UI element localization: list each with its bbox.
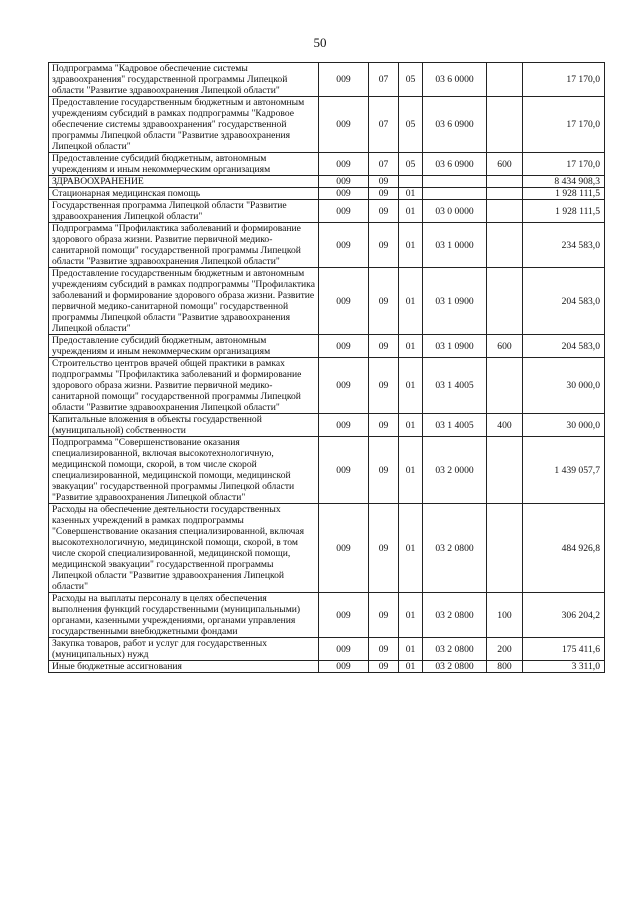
- target-code-cell: 03 2 0800: [423, 504, 487, 593]
- row-name-cell: Закупка товаров, работ и услуг для государственных (муниципальных) нужд: [49, 638, 319, 661]
- amount-cell: 1 928 111,5: [523, 200, 605, 223]
- section-code-cell: 09: [369, 176, 399, 188]
- subsection-code-cell: 05: [399, 97, 423, 153]
- row-name-cell: Предоставление государственным бюджетным и автономным учреждениям субсидий в рамках подпрограммы "Профилактика заболеваний и формирование здорового образа жизни. Развитие первичной медико-санитарной помощи" государственной программы Липецкой области "Развитие здравоохранения Липецкой области": [49, 268, 319, 335]
- expense-type-cell: [487, 200, 523, 223]
- target-code-cell: 03 2 0800: [423, 638, 487, 661]
- subsection-code-cell: 01: [399, 188, 423, 200]
- subsection-code-cell: 01: [399, 593, 423, 638]
- expense-type-cell: 800: [487, 661, 523, 673]
- table-row: [49, 153, 605, 176]
- subsection-code-cell: 01: [399, 358, 423, 414]
- expense-type-cell: [487, 188, 523, 200]
- row-name-cell: Подпрограмма "Профилактика заболеваний и формирование здорового образа жизни. Развитие первичной медико-санитарной помощи" государственной программы Липецкой области "Развитие здравоохранения Липецкой области": [49, 223, 319, 268]
- expense-type-cell: [487, 437, 523, 504]
- target-code-cell: 03 1 0900: [423, 335, 487, 358]
- row-name-cell: Предоставление субсидий бюджетным, автономным учреждениям и иным некоммерческим организациям: [49, 153, 319, 176]
- ministry-code-cell: 009: [319, 268, 369, 335]
- table-row: [49, 268, 605, 335]
- expense-type-cell: [487, 176, 523, 188]
- row-name-cell: Строительство центров врачей общей практики в рамках подпрограммы "Профилактика заболеваний и формирование здорового образа жизни. Развитие первичной медико-санитарной помощи" государственной программы Липецкой области "Развитие здравоохранения Липецкой области": [49, 358, 319, 414]
- row-name-cell: Предоставление субсидий бюджетным, автономным учреждениям и иным некоммерческим организациям: [49, 335, 319, 358]
- subsection-code-cell: 01: [399, 414, 423, 437]
- target-code-cell: 03 1 0900: [423, 268, 487, 335]
- section-code-cell: 09: [369, 504, 399, 593]
- expense-type-cell: 600: [487, 335, 523, 358]
- amount-cell: 306 204,2: [523, 593, 605, 638]
- table-row: [49, 63, 605, 97]
- amount-cell: 30 000,0: [523, 414, 605, 437]
- expense-type-cell: [487, 223, 523, 268]
- amount-cell: 204 583,0: [523, 268, 605, 335]
- section-code-cell: 09: [369, 437, 399, 504]
- table-row: [49, 638, 605, 661]
- amount-cell: 204 583,0: [523, 335, 605, 358]
- expense-type-cell: [487, 268, 523, 335]
- amount-cell: 1 928 111,5: [523, 188, 605, 200]
- ministry-code-cell: 009: [319, 335, 369, 358]
- subsection-code-cell: 01: [399, 268, 423, 335]
- expense-type-cell: [487, 504, 523, 593]
- expense-type-cell: 100: [487, 593, 523, 638]
- row-name-cell: Предоставление государственным бюджетным и автономным учреждениям субсидий в рамках подпрограммы "Кадровое обеспечение системы здравоохранения" государственной программы Липецкой области "Развитие здравоохранения Липецкой области": [49, 97, 319, 153]
- amount-cell: 1 439 057,7: [523, 437, 605, 504]
- target-code-cell: [423, 176, 487, 188]
- amount-cell: 17 170,0: [523, 63, 605, 97]
- amount-cell: 234 583,0: [523, 223, 605, 268]
- ministry-code-cell: 009: [319, 593, 369, 638]
- subsection-code-cell: 01: [399, 200, 423, 223]
- section-code-cell: 09: [369, 661, 399, 673]
- ministry-code-cell: 009: [319, 414, 369, 437]
- section-code-cell: 07: [369, 153, 399, 176]
- ministry-code-cell: 009: [319, 661, 369, 673]
- ministry-code-cell: 009: [319, 176, 369, 188]
- section-code-cell: 09: [369, 188, 399, 200]
- target-code-cell: 03 0 0000: [423, 200, 487, 223]
- target-code-cell: 03 1 4005: [423, 358, 487, 414]
- amount-cell: 17 170,0: [523, 97, 605, 153]
- target-code-cell: 03 2 0000: [423, 437, 487, 504]
- subsection-code-cell: 01: [399, 223, 423, 268]
- ministry-code-cell: 009: [319, 63, 369, 97]
- table-row: [49, 223, 605, 268]
- amount-cell: 484 926,8: [523, 504, 605, 593]
- expense-type-cell: 200: [487, 638, 523, 661]
- table-row: [49, 335, 605, 358]
- section-code-cell: 09: [369, 223, 399, 268]
- subsection-code-cell: [399, 176, 423, 188]
- section-code-cell: 09: [369, 358, 399, 414]
- section-code-cell: 09: [369, 200, 399, 223]
- subsection-code-cell: 01: [399, 437, 423, 504]
- row-name-cell: Государственная программа Липецкой области "Развитие здравоохранения Липецкой области": [49, 200, 319, 223]
- expense-type-cell: [487, 358, 523, 414]
- table-row: [49, 661, 605, 673]
- amount-cell: 175 411,6: [523, 638, 605, 661]
- expense-type-cell: 600: [487, 153, 523, 176]
- row-name-cell: Подпрограмма "Кадровое обеспечение системы здравоохранения" государственной программы Липецкой области "Развитие здравоохранения Липецкой области": [49, 63, 319, 97]
- subsection-code-cell: 01: [399, 661, 423, 673]
- ministry-code-cell: 009: [319, 153, 369, 176]
- target-code-cell: 03 6 0900: [423, 97, 487, 153]
- subsection-code-cell: 01: [399, 335, 423, 358]
- row-name-cell: ЗДРАВООХРАНЕНИЕ: [49, 176, 319, 188]
- section-code-cell: 09: [369, 414, 399, 437]
- section-code-cell: 09: [369, 268, 399, 335]
- expense-type-cell: [487, 63, 523, 97]
- subsection-code-cell: 05: [399, 153, 423, 176]
- table-row: [49, 593, 605, 638]
- ministry-code-cell: 009: [319, 437, 369, 504]
- expense-type-cell: 400: [487, 414, 523, 437]
- amount-cell: 8 434 908,3: [523, 176, 605, 188]
- section-code-cell: 09: [369, 638, 399, 661]
- table-row: [49, 200, 605, 223]
- row-name-cell: Расходы на выплаты персоналу в целях обеспечения выполнения функций государственными (муниципальными) органами, казенными учреждениями, органами управления государственными внебюджетными фондами: [49, 593, 319, 638]
- subsection-code-cell: 01: [399, 504, 423, 593]
- table-row: [49, 97, 605, 153]
- section-code-cell: 09: [369, 335, 399, 358]
- target-code-cell: [423, 188, 487, 200]
- target-code-cell: 03 6 0000: [423, 63, 487, 97]
- table-body: [49, 63, 605, 673]
- row-name-cell: Стационарная медицинская помощь: [49, 188, 319, 200]
- row-name-cell: Капитальные вложения в объекты государственной (муниципальной) собственности: [49, 414, 319, 437]
- ministry-code-cell: 009: [319, 504, 369, 593]
- target-code-cell: 03 2 0800: [423, 661, 487, 673]
- table-row: [49, 188, 605, 200]
- row-name-cell: Расходы на обеспечение деятельности государственных казенных учреждений в рамках подпрограммы "Совершенствование оказания специализированной, включая высокотехнологичную, медицинской помощи, скорой, в том числе скорой специализированной, медицинской помощи, медицинской эвакуации" государственной программы Липецкой области "Развитие здравоохранения Липецкой области": [49, 504, 319, 593]
- amount-cell: 30 000,0: [523, 358, 605, 414]
- subsection-code-cell: 05: [399, 63, 423, 97]
- ministry-code-cell: 009: [319, 358, 369, 414]
- table-row: [49, 176, 605, 188]
- target-code-cell: 03 2 0800: [423, 593, 487, 638]
- target-code-cell: 03 6 0900: [423, 153, 487, 176]
- ministry-code-cell: 009: [319, 223, 369, 268]
- section-code-cell: 09: [369, 593, 399, 638]
- table-row: [49, 358, 605, 414]
- target-code-cell: 03 1 4005: [423, 414, 487, 437]
- table-row: [49, 437, 605, 504]
- expense-type-cell: [487, 97, 523, 153]
- section-code-cell: 07: [369, 63, 399, 97]
- row-name-cell: Подпрограмма "Совершенствование оказания специализированной, включая высокотехнологичную, медицинской помощи, скорой, в том числе скорой специализированной, медицинской помощи, медицинской эвакуации" государственной программы Липецкой области "Развитие здравоохранения Липецкой области": [49, 437, 319, 504]
- section-code-cell: 07: [369, 97, 399, 153]
- ministry-code-cell: 009: [319, 97, 369, 153]
- row-name-cell: Иные бюджетные ассигнования: [49, 661, 319, 673]
- subsection-code-cell: 01: [399, 638, 423, 661]
- ministry-code-cell: 009: [319, 200, 369, 223]
- ministry-code-cell: 009: [319, 638, 369, 661]
- amount-cell: 17 170,0: [523, 153, 605, 176]
- amount-cell: 3 311,0: [523, 661, 605, 673]
- page-number: 50: [313, 35, 327, 50]
- target-code-cell: 03 1 0000: [423, 223, 487, 268]
- table-row: [49, 414, 605, 437]
- budget-table: [48, 62, 605, 673]
- table-row: [49, 504, 605, 593]
- ministry-code-cell: 009: [319, 188, 369, 200]
